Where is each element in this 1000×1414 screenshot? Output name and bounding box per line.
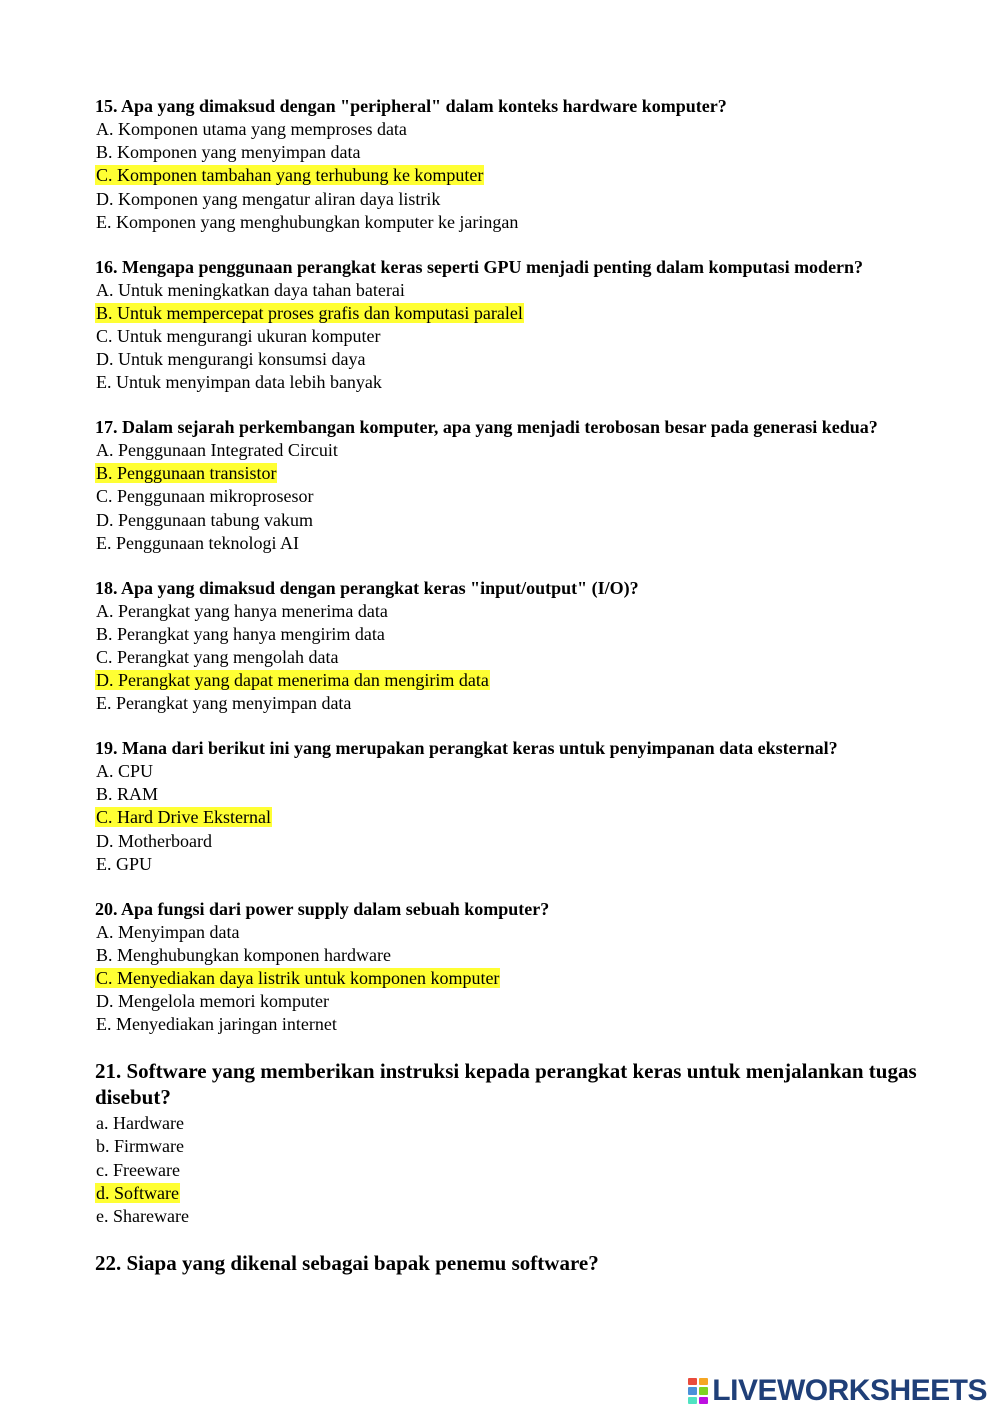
answer-option-text: A. Penggunaan Integrated Circuit bbox=[96, 440, 338, 461]
answer-option bbox=[95, 760, 945, 783]
answer-option-text: C. Untuk mengurangi ukuran komputer bbox=[96, 325, 381, 346]
answer-option bbox=[95, 692, 945, 715]
answer-option bbox=[95, 623, 945, 646]
answer-option-text: B. RAM bbox=[96, 784, 159, 805]
answer-option bbox=[95, 1013, 945, 1036]
question-title: 20. Apa fungsi dari power supply dalam sebuah komputer? bbox=[95, 898, 550, 919]
answer-option bbox=[95, 1135, 945, 1158]
answer-option-text: A. CPU bbox=[96, 761, 154, 782]
answer-option bbox=[95, 1159, 945, 1182]
answer-option-text: E. Menyediakan jaringan internet bbox=[96, 1014, 337, 1035]
answer-option-text: B. Perangkat yang hanya mengirim data bbox=[96, 623, 385, 644]
answer-option bbox=[95, 509, 945, 532]
answer-option bbox=[95, 141, 945, 164]
answer-option bbox=[95, 325, 945, 348]
question-title: 22. Siapa yang dikenal sebagai bapak penemu software? bbox=[95, 1250, 599, 1275]
answer-option-text: C. Penggunaan mikroprosesor bbox=[96, 486, 314, 507]
answer-option bbox=[95, 921, 945, 944]
liveworksheets-logo bbox=[688, 1374, 987, 1408]
answer-option-text: B. Komponen yang menyimpan data bbox=[96, 142, 361, 163]
answer-option-text: c. Freeware bbox=[96, 1159, 180, 1180]
answer-option-text: D. Penggunaan tabung vakum bbox=[96, 509, 313, 530]
question-block bbox=[95, 256, 945, 395]
answer-option-text: D. Perangkat yang dapat menerima dan mengirim data bbox=[96, 670, 489, 691]
answer-option bbox=[95, 211, 945, 234]
answer-option-text: C. Komponen tambahan yang terhubung ke komputer bbox=[96, 165, 484, 186]
question-title: 18. Apa yang dimaksud dengan perangkat keras "input/output" (I/O)? bbox=[95, 577, 639, 598]
liveworksheets-logo-text: LIVEWORKSHEETS bbox=[712, 1374, 987, 1407]
answer-option-highlighted bbox=[95, 462, 945, 485]
answer-option bbox=[95, 371, 945, 394]
answer-option bbox=[95, 439, 945, 462]
answer-option bbox=[95, 830, 945, 853]
answer-option bbox=[95, 348, 945, 371]
question-title: 15. Apa yang dimaksud dengan "peripheral" dalam konteks hardware komputer? bbox=[95, 96, 727, 116]
answer-option bbox=[95, 1112, 945, 1135]
worksheet-document bbox=[95, 95, 945, 1297]
question-block bbox=[95, 95, 945, 234]
answer-option bbox=[95, 118, 945, 141]
answer-option-highlighted bbox=[95, 669, 945, 692]
answer-option-text: b. Firmware bbox=[96, 1136, 184, 1157]
answer-option-text: C. Perangkat yang mengolah data bbox=[96, 646, 339, 667]
question-title: 19. Mana dari berikut ini yang merupakan perangkat keras untuk penyimpanan data eksternal? bbox=[95, 738, 838, 759]
answer-option-highlighted bbox=[95, 302, 945, 325]
answer-option-text: E. Penggunaan teknologi AI bbox=[96, 532, 299, 553]
answer-option-text: E. Komponen yang menghubungkan komputer ke jaringan bbox=[96, 211, 519, 232]
answer-option-text: D. Mengelola memori komputer bbox=[96, 991, 329, 1012]
answer-option-text: D. Untuk mengurangi konsumsi daya bbox=[96, 349, 366, 370]
question-block bbox=[95, 577, 945, 716]
question-block bbox=[95, 898, 945, 1037]
answer-option-text: D. Motherboard bbox=[96, 830, 212, 851]
answer-option bbox=[95, 485, 945, 508]
liveworksheets-logo-icon bbox=[688, 1378, 708, 1404]
answer-option-text: A. Untuk meningkatkan daya tahan baterai bbox=[96, 279, 405, 300]
answer-option bbox=[95, 944, 945, 967]
answer-option-text: B. Menghubungkan komponen hardware bbox=[96, 944, 391, 965]
answer-option-text: A. Komponen utama yang memproses data bbox=[96, 119, 407, 139]
answer-option bbox=[95, 853, 945, 876]
answer-option bbox=[95, 279, 945, 302]
answer-option-text: E. GPU bbox=[96, 853, 153, 874]
answer-option-text: C. Hard Drive Eksternal bbox=[96, 807, 271, 828]
answer-option-text: d. Software bbox=[96, 1182, 179, 1203]
answer-option bbox=[95, 646, 945, 669]
question-block bbox=[95, 737, 945, 876]
answer-option-highlighted bbox=[95, 164, 945, 187]
question-title: 17. Dalam sejarah perkembangan komputer, apa yang menjadi terobosan besar pada generasi kedua? bbox=[95, 417, 878, 438]
answer-option bbox=[95, 1205, 945, 1228]
answer-option-text: e. Shareware bbox=[96, 1205, 189, 1226]
answer-option-text: D. Komponen yang mengatur aliran daya listrik bbox=[96, 188, 441, 209]
answer-option-highlighted bbox=[95, 967, 945, 990]
question-title: 21. Software yang memberikan instruksi kepada perangkat keras untuk menjalankan tugas disebut? bbox=[95, 1059, 917, 1110]
question-title: 16. Mengapa penggunaan perangkat keras seperti GPU menjadi penting dalam komputasi modern? bbox=[95, 256, 864, 277]
answer-option bbox=[95, 188, 945, 211]
answer-option bbox=[95, 990, 945, 1013]
question-block bbox=[95, 416, 945, 555]
question-block bbox=[95, 1250, 945, 1276]
answer-option-text: B. Untuk mempercepat proses grafis dan komputasi paralel bbox=[96, 302, 523, 323]
answer-option-text: B. Penggunaan transistor bbox=[96, 463, 277, 484]
answer-option bbox=[95, 600, 945, 623]
answer-option bbox=[95, 532, 945, 555]
answer-option-text: A. Menyimpan data bbox=[96, 921, 240, 942]
answer-option-text: E. Perangkat yang menyimpan data bbox=[96, 693, 352, 714]
answer-option-text: E. Untuk menyimpan data lebih banyak bbox=[96, 372, 382, 393]
answer-option bbox=[95, 783, 945, 806]
answer-option-text: A. Perangkat yang hanya menerima data bbox=[96, 600, 388, 621]
answer-option-text: a. Hardware bbox=[96, 1113, 184, 1134]
answer-option-highlighted bbox=[95, 806, 945, 829]
answer-option-text: C. Menyediakan daya listrik untuk komponen komputer bbox=[96, 967, 500, 988]
question-block bbox=[95, 1058, 945, 1228]
answer-option-highlighted bbox=[95, 1182, 945, 1205]
